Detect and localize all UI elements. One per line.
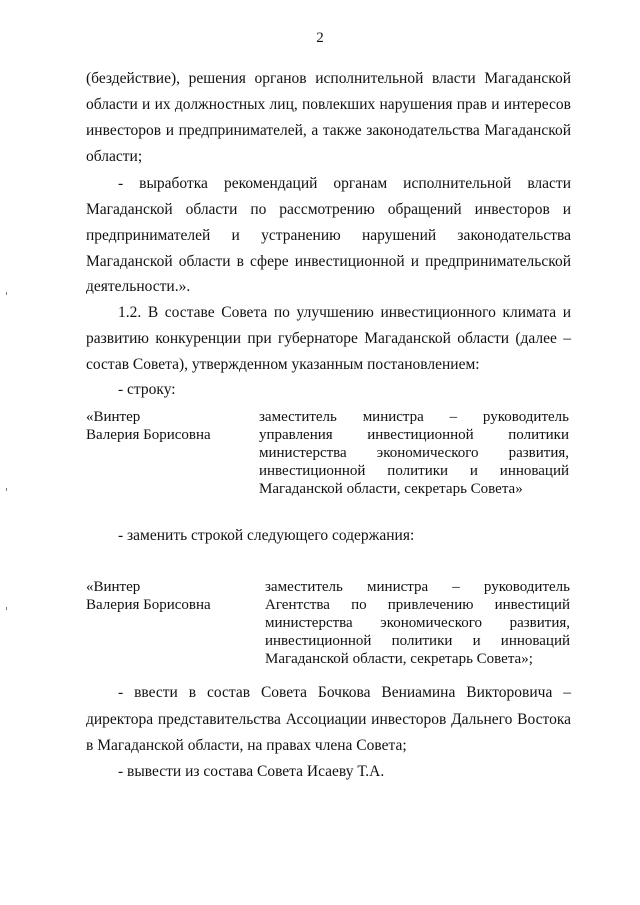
- paragraph3-line: 1.2. В составе Совета по улучшению инвестиционного климата и: [118, 304, 571, 321]
- entry-old-description: [259, 408, 569, 498]
- entry-desc-line: заместитель министра – руководитель: [265, 579, 570, 595]
- paragraph4-line: директора представительства Ассоциации инвесторов Дальнего Востока: [86, 711, 571, 728]
- entry-old-name: [86, 408, 256, 444]
- entry-name-line: «Винтер: [86, 409, 141, 425]
- paragraph1-line: области;: [86, 148, 143, 165]
- paragraph2-line: Магаданской области в сфере инвестиционной и предпринимательской: [86, 253, 571, 270]
- entry-desc-line: заместитель министра – руководитель: [259, 409, 569, 425]
- entry-desc-line: министерства экономического развития,: [265, 615, 570, 631]
- paragraph1-line: области и их должностных лиц, повлекших нарушения прав и интересов: [86, 96, 571, 113]
- entry-name-line: Валерия Борисовна: [86, 597, 211, 613]
- margin-mark: [6, 292, 7, 295]
- entry-desc-line: управления инвестиционной политики: [259, 427, 569, 443]
- entry-new-description: [265, 578, 570, 668]
- entry-name-line: «Винтер: [86, 579, 141, 595]
- paragraph5-line: - вывести из состава Совета Исаеву Т.А.: [118, 763, 385, 780]
- paragraph2-line: предпринимателей и устранению нарушений законодательства: [86, 227, 571, 244]
- entry-new-name: [86, 578, 256, 614]
- entry-desc-line: министерства экономического развития,: [259, 445, 569, 461]
- paragraph2-line: деятельности.».: [86, 278, 191, 295]
- entry-name-line: Валерия Борисовна: [86, 427, 211, 443]
- replace-line: - заменить строкой следующего содержания:: [118, 527, 415, 544]
- page-number: 2: [316, 30, 324, 46]
- paragraph3-line: развитию конкуренции при губернаторе Магаданской области (далее –: [86, 330, 571, 347]
- paragraph2-line: Магаданской области по рассмотрению обращений инвесторов и: [86, 201, 571, 218]
- entry-desc-line: инвестиционной политики и инноваций: [259, 463, 569, 479]
- paragraph1-line: (бездействие), решения органов исполнительной власти Магаданской: [86, 70, 571, 87]
- item-line: - строку:: [118, 381, 176, 398]
- entry-desc-line: инвестиционной политики и инноваций: [265, 633, 570, 649]
- paragraph4-line: в Магаданской области, на правах члена Совета;: [86, 737, 407, 754]
- margin-mark: [6, 607, 7, 610]
- entry-desc-line: Магаданской области, секретарь Совета»;: [265, 651, 533, 667]
- entry-desc-line: Агентства по привлечению инвестиций: [265, 597, 570, 613]
- paragraph2-line: - выработка рекомендаций органам исполнительной власти: [118, 175, 571, 192]
- paragraph1-line: инвесторов и предпринимателей, а также законодательства Магаданской: [86, 122, 571, 139]
- paragraph3-line: состав Совета), утвержденном указанным постановлением:: [86, 356, 480, 373]
- paragraph4-line: - ввести в состав Совета Бочкова Вениамина Викторовича –: [118, 684, 571, 701]
- entry-desc-line: Магаданской области, секретарь Совета»: [259, 481, 523, 497]
- margin-mark: [6, 488, 7, 491]
